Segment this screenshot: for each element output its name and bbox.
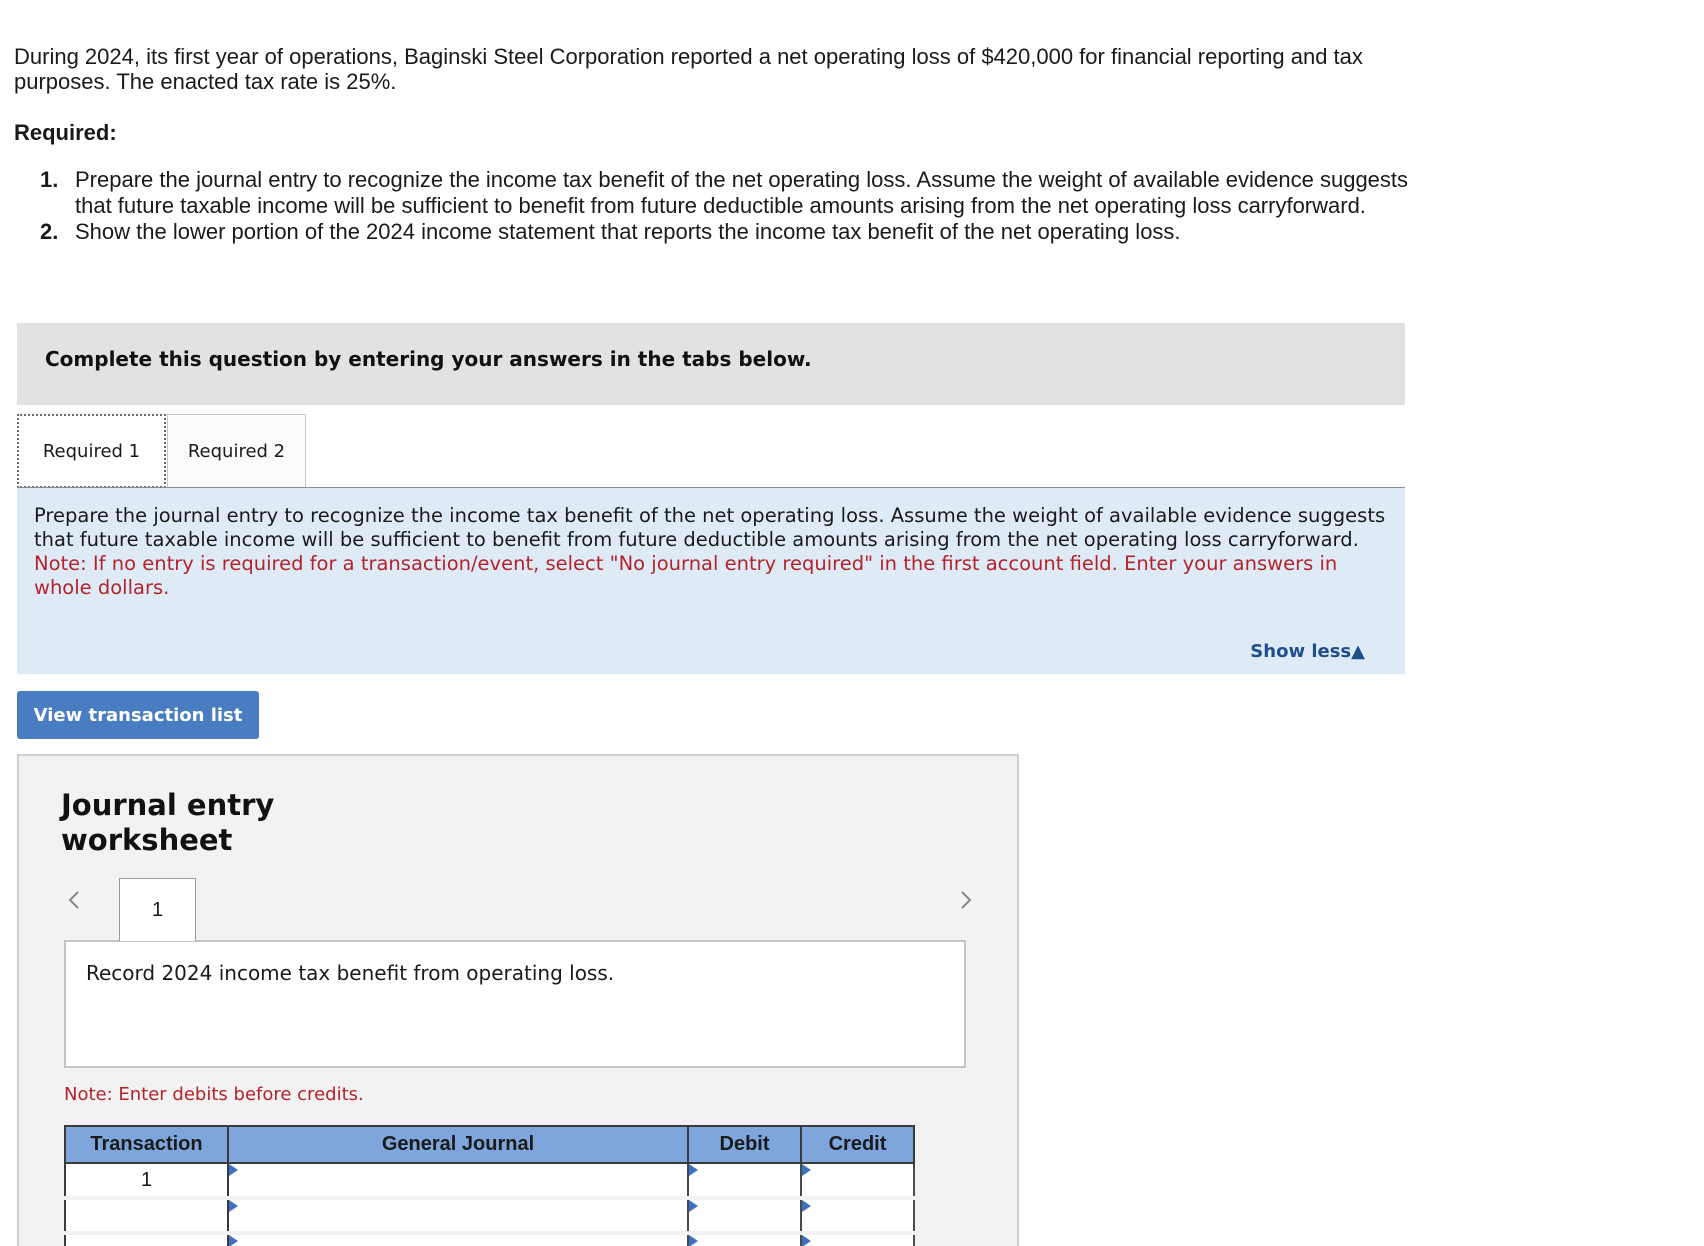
instructions-banner xyxy=(17,323,1405,405)
tab-required-2[interactable]: Required 2 xyxy=(167,414,306,488)
table-row xyxy=(65,1233,914,1246)
debit-input[interactable] xyxy=(688,1233,801,1246)
view-transaction-list-button[interactable]: View transaction list xyxy=(17,691,259,739)
transaction-description: Record 2024 income tax benefit from operating loss. xyxy=(64,940,966,1068)
table-header-row xyxy=(65,1126,914,1163)
account-select[interactable] xyxy=(228,1198,688,1233)
header-transaction: Transaction xyxy=(65,1126,228,1163)
account-select[interactable] xyxy=(228,1233,688,1246)
requirement-item xyxy=(40,167,1440,219)
journal-entry-worksheet xyxy=(17,754,1019,1246)
transaction-cell xyxy=(65,1198,228,1233)
banner-text: Complete this question by entering your answers in the tabs below. xyxy=(45,347,812,371)
transaction-cell: 1 xyxy=(65,1163,228,1198)
table-row xyxy=(65,1163,914,1198)
credit-input[interactable] xyxy=(801,1233,914,1246)
requirements-list xyxy=(40,167,1440,245)
requirement-text: Prepare the journal entry to recognize the income tax benefit of the net operating loss. Assume the weight of available evidence suggests that future taxable income will be sufficient to benefit from future deductible amounts arising from the net operating loss carryforward. xyxy=(75,167,1409,218)
requirement-item xyxy=(40,219,1440,245)
credit-input[interactable] xyxy=(801,1163,914,1198)
requirement-number: 2. xyxy=(40,219,59,244)
requirement-text: Show the lower portion of the 2024 income statement that reports the income tax benefit of the net operating loss. xyxy=(75,219,1181,244)
worksheet-title xyxy=(61,788,274,858)
instruction-note: Note: If no entry is required for a transaction/event, select "No journal entry required" in the first account field. Enter your answers in whole dollars. xyxy=(34,552,1338,599)
chevron-right-icon[interactable] xyxy=(953,888,977,912)
show-less-link[interactable]: Show less▲ xyxy=(1250,641,1365,662)
worksheet-transaction-tab[interactable]: 1 xyxy=(119,878,196,941)
credit-input[interactable] xyxy=(801,1198,914,1233)
tab-required-1[interactable]: Required 1 xyxy=(17,414,166,488)
problem-intro: During 2024, its first year of operations, Baginski Steel Corporation reported a net operating loss of $420,000 for financial reporting and tax purposes. The enacted tax rate is 25%. xyxy=(14,44,1363,94)
worksheet-note: Note: Enter debits before credits. xyxy=(64,1084,364,1105)
tab-instructions xyxy=(17,488,1405,674)
account-select[interactable] xyxy=(228,1163,688,1198)
debit-input[interactable] xyxy=(688,1163,801,1198)
debit-input[interactable] xyxy=(688,1198,801,1233)
header-general-journal: General Journal xyxy=(228,1126,688,1163)
chevron-left-icon[interactable] xyxy=(63,888,87,912)
transaction-cell xyxy=(65,1233,228,1246)
instruction-text: Prepare the journal entry to recognize the income tax benefit of the net operating loss. Assume the weight of available evidence suggests that future taxable income will be sufficient to benefit from future deductible amounts arising from the net operating loss carryforward. xyxy=(34,504,1386,551)
requirement-number: 1. xyxy=(40,167,59,192)
required-heading: Required: xyxy=(14,120,117,145)
journal-table xyxy=(64,1125,915,1246)
header-debit: Debit xyxy=(688,1126,801,1163)
worksheet-title-line2: worksheet xyxy=(61,823,233,857)
table-row xyxy=(65,1198,914,1233)
worksheet-title-line1: Journal entry xyxy=(61,788,275,822)
header-credit: Credit xyxy=(801,1126,914,1163)
